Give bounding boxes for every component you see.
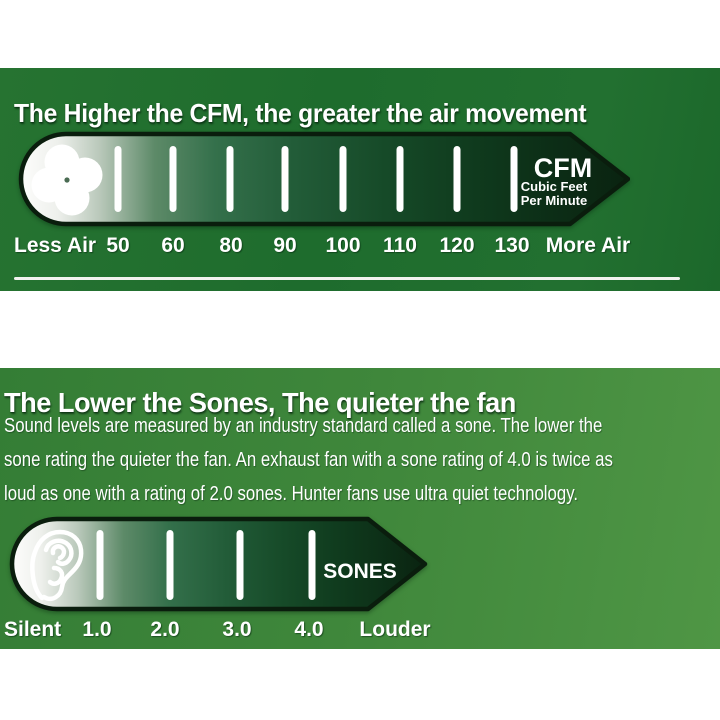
cfm-tick-label: 130 [494,234,530,257]
cfm-label-row [0,234,720,260]
sones-description-line: loud as one with a rating of 2.0 sones. Hunter fans use ultra quiet technology. [4,483,579,505]
cfm-arrow-sub2: Per Minute [520,193,588,208]
sones-tick-label: 2.0 [150,618,180,641]
tick-mark [397,146,404,212]
sones-left-label: Silent [4,618,62,641]
cfm-arrow-sub1: Cubic Feet [520,179,588,194]
cfm-left-label: Less Air [14,234,97,257]
tick-mark [340,146,347,212]
cfm-tick-label: 60 [161,234,185,257]
sones-tick-label: 4.0 [294,618,324,641]
tick-mark [511,146,518,212]
sones-tick-label: 1.0 [82,618,112,641]
cfm-right-label: More Air [545,234,631,257]
tick-mark [167,530,174,600]
tick-mark [170,146,177,212]
tick-mark [454,146,461,212]
tick-mark [309,530,316,600]
cfm-scale-bar [10,131,630,231]
sones-arrow-label: SONES [323,560,397,583]
cfm-tick-label: 100 [325,234,361,257]
sones-description [4,409,710,511]
cfm-tick-label: 80 [219,234,243,257]
tick-mark [115,146,122,212]
cfm-tick-label: 90 [273,234,297,257]
cfm-headline: The Higher the CFM, the greater the air movement [14,98,587,129]
cfm-tick-label: 110 [383,234,417,257]
tick-mark [237,530,244,600]
sones-tick-label: 3.0 [222,618,252,641]
sones-label-row [0,618,720,644]
divider-line [14,277,680,280]
sones-right-label: Louder [359,618,431,641]
cfm-tick-label: 50 [106,234,130,257]
sones-scale-bar [8,516,428,614]
tick-mark [282,146,289,212]
sones-panel [0,368,720,649]
tick-mark [227,146,234,212]
sones-description-line: sone rating the quieter the fan. An exhaust fan with a sone rating of 4.0 is twice as [4,449,613,471]
cfm-panel [0,68,720,291]
sones-description-line: Sound levels are measured by an industry standard called a sone. The lower the [4,415,603,437]
cfm-arrow-title: CFM [533,153,593,183]
cfm-tick-label: 120 [439,234,475,257]
sones-headline: The Lower the Sones, The quieter the fan [4,386,516,418]
tick-mark [97,530,104,600]
